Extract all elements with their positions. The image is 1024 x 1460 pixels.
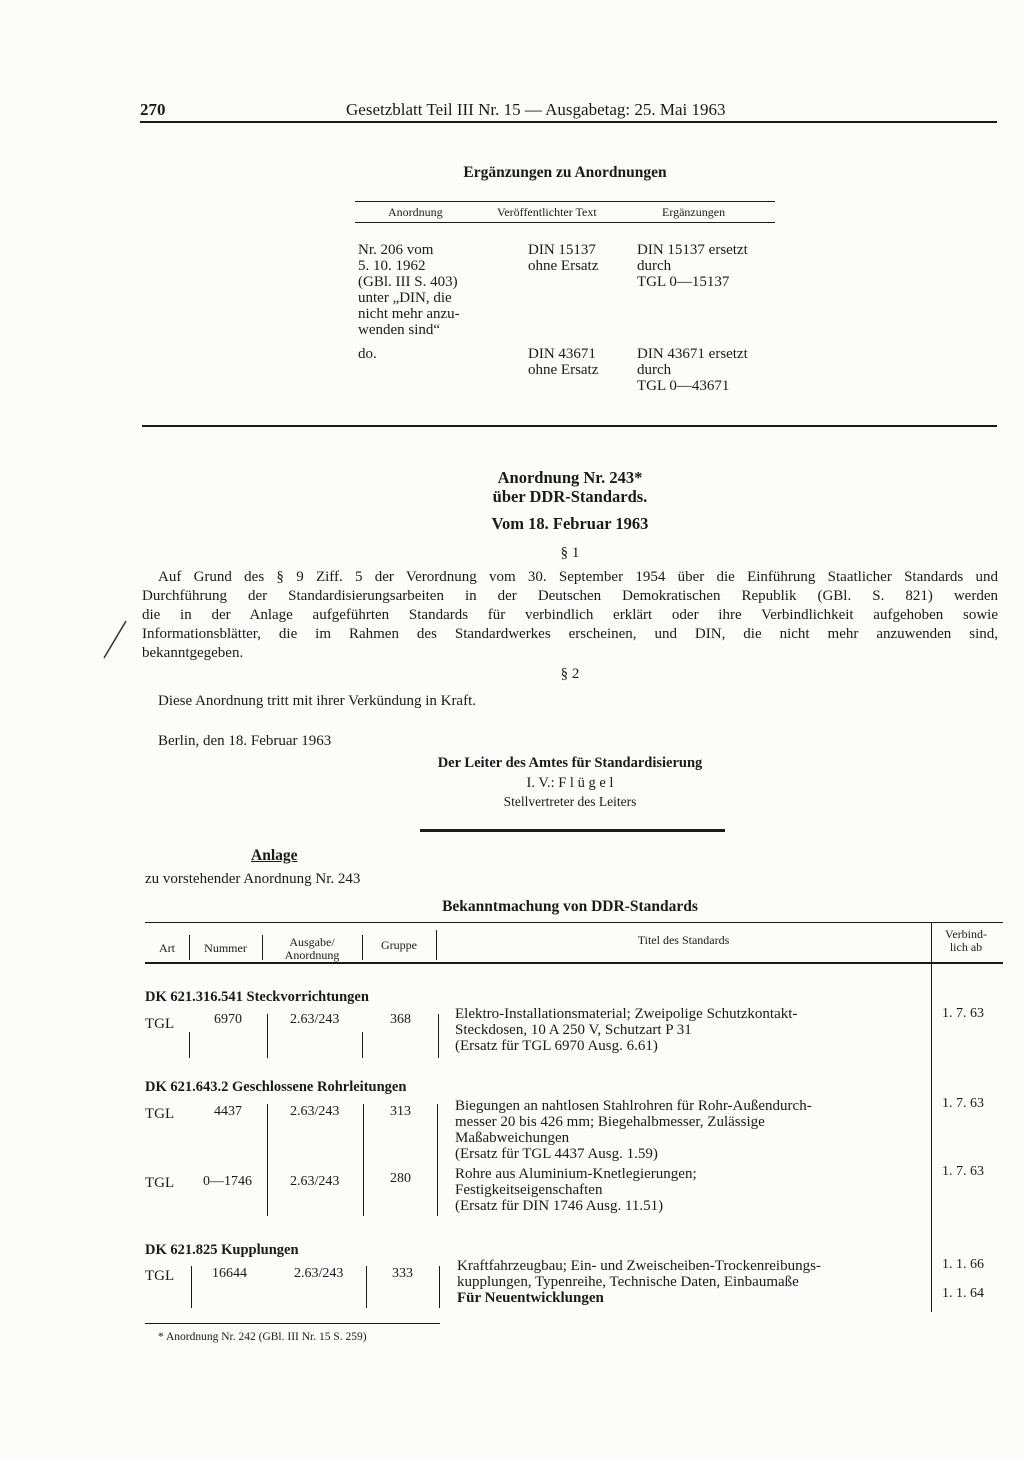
cell-verbindlich-ab: 1. 1. 66 [942, 1257, 984, 1272]
row-sep [362, 1032, 363, 1058]
col-sep-verbindlich [931, 922, 932, 1312]
row-sep [439, 1266, 440, 1308]
row-sep [191, 1266, 192, 1308]
row-sep [366, 1266, 367, 1308]
margin-pen-stroke [100, 618, 130, 662]
col-head-gruppe: Gruppe [381, 938, 417, 952]
dk-group-heading: DK 621.316.541 Steckvorrichtungen [145, 989, 369, 1005]
row-sep [267, 1014, 268, 1058]
erg-row-2-anordnung: do. [358, 346, 377, 362]
cell-art: TGL [145, 1175, 175, 1191]
signature-name: I. V.: F l ü g e l [526, 775, 614, 791]
anlage-heading: Anlage [251, 847, 298, 864]
signature-title: Der Leiter des Amtes für Standardisierung [437, 755, 703, 771]
erg-row-1-text: DIN 15137 ohne Ersatz [528, 242, 599, 274]
cell-verbindlich-ab: 1. 7. 63 [942, 1164, 984, 1179]
erg-row-2-text: DIN 43671 ohne Ersatz [528, 346, 599, 378]
anordnung-date: Vom 18. Februar 1963 [491, 514, 649, 533]
erg-row-2-ergaenzung: DIN 43671 ersetzt durch TGL 0—43671 [637, 346, 748, 394]
dk-group-heading: DK 621.643.2 Geschlossene Rohrleitungen [145, 1079, 407, 1095]
cell-nummer: 4437 [214, 1104, 242, 1119]
paragraph-1-text: Auf Grund des § 9 Ziff. 5 der Verordnung vom 30. September 1954 über die Einführung Staatlicher Standards und Durchführung der Standardisierungsarbeiten in der Deutschen Demokratischen Republik (GBl. S. 821) werden die in der Anlage aufgeführten Standards für verbindlich erklärt oder ihre Verbindlichkeit aufgehoben sowie Informationsblätter, die im Rahmen des Standardwerkes erscheinen, und DIN, die nicht mehr anzuwenden sind, bekanntgegeben. [142, 569, 998, 661]
ergaenzungen-title: Ergänzungen zu Anordnungen [463, 164, 667, 181]
cell-titel: Elektro-Installationsmaterial; Zweipolige Schutzkontakt- Steckdosen, 10 A 250 V, Schutzart P 31 (Ersatz für TGL 6970 Ausg. 6.61) [455, 1006, 798, 1054]
cell-ausgabe: 2.63/243 [294, 1266, 344, 1281]
row-sep [189, 1032, 190, 1058]
cell-titel: Biegungen an nahtlosen Stahlrohren für Rohr-Außendurch- messer 20 bis 426 mm; Biegehalbmesser, Zulässige Maßabweichungen (Ersatz für TGL 4437 Ausg. 1.59) [455, 1098, 812, 1162]
footnote-rule [145, 1323, 440, 1324]
cell-gruppe: 368 [390, 1012, 411, 1027]
place-date: Berlin, den 18. Februar 1963 [158, 733, 332, 749]
col-head-nummer: Nummer [204, 941, 247, 955]
cell-art: TGL [145, 1106, 175, 1122]
erg-table-head-rule [355, 222, 775, 223]
dk-group-heading: DK 621.825 Kupplungen [145, 1242, 299, 1258]
anordnung-title-line2: über DDR-Standards. [492, 487, 648, 506]
cell-art: TGL [145, 1016, 175, 1032]
paragraph-1-mark: § 1 [560, 545, 580, 561]
col-head-ausgabe: Ausgabe/ Anordnung [284, 935, 340, 962]
paragraph-2-text: Diese Anordnung tritt mit ihrer Verkündung in Kraft. [158, 693, 477, 709]
col-head-art: Art [159, 941, 175, 955]
header-rule [140, 121, 997, 123]
standards-table-head-rule [145, 962, 1003, 964]
erg-table-top-rule [355, 201, 775, 202]
cell-verbindlich-ab-2: 1. 1. 64 [942, 1286, 984, 1301]
cell-verbindlich-ab: 1. 7. 63 [942, 1096, 984, 1111]
signature-role: Stellvertreter des Leiters [503, 794, 637, 809]
erg-col-text: Veröffentlichter Text [497, 205, 597, 219]
page-number: 270 [140, 100, 166, 119]
erg-row-1-anordnung: Nr. 206 vom 5. 10. 1962 (GBl. III S. 403) unter „DIN, die nicht mehr anzu- wenden sind“ [358, 242, 460, 338]
cell-nummer: 0—1746 [203, 1174, 252, 1189]
running-title: Gesetzblatt Teil III Nr. 15 — Ausgabetag: 25. Mai 1963 [346, 100, 726, 119]
row-sep [437, 1104, 438, 1216]
row-sep [438, 1014, 439, 1058]
section-rule [142, 425, 997, 427]
cell-nummer: 6970 [214, 1012, 242, 1027]
col-head-verbindlich: Verbind- lich ab [945, 927, 987, 954]
cell-art: TGL [145, 1268, 175, 1284]
cell-nummer: 16644 [212, 1266, 247, 1281]
cell-titel: Kraftfahrzeugbau; Ein- und Zweischeiben-Trockenreibungs- kupplungen, Typenreihe, Technische Daten, Einbaumaße Für Neuentwicklungen [457, 1258, 821, 1306]
row-sep [363, 1104, 364, 1216]
paragraph-2-mark: § 2 [560, 666, 580, 682]
anlage-table-title: Bekanntmachung von DDR-Standards [442, 898, 698, 915]
standards-table-top-rule [145, 922, 1003, 923]
cell-ausgabe: 2.63/243 [290, 1012, 340, 1027]
cell-gruppe: 280 [390, 1171, 411, 1186]
erg-col-ergaenzungen: Ergänzungen [662, 205, 726, 219]
anlage-subheading: zu vorstehender Anordnung Nr. 243 [145, 871, 361, 887]
cell-gruppe: 333 [392, 1266, 413, 1281]
signature-rule [420, 829, 725, 832]
erg-col-anordnung: Anordnung [388, 205, 443, 219]
cell-ausgabe: 2.63/243 [290, 1104, 340, 1119]
col-head-titel: Titel des Standards [637, 933, 730, 947]
row-sep [267, 1104, 268, 1216]
erg-row-1-ergaenzung: DIN 15137 ersetzt durch TGL 0—15137 [637, 242, 748, 290]
cell-gruppe: 313 [390, 1104, 411, 1119]
cell-verbindlich-ab: 1. 7. 63 [942, 1006, 984, 1021]
cell-ausgabe: 2.63/243 [290, 1174, 340, 1189]
footnote: * Anordnung Nr. 242 (GBl. III Nr. 15 S. 259) [158, 1331, 367, 1343]
anordnung-title-line1: Anordnung Nr. 243* [497, 468, 643, 487]
cell-titel: Rohre aus Aluminium-Knetlegierungen; Festigkeitseigenschaften (Ersatz für DIN 1746 Ausg. 11.51) [455, 1166, 697, 1214]
